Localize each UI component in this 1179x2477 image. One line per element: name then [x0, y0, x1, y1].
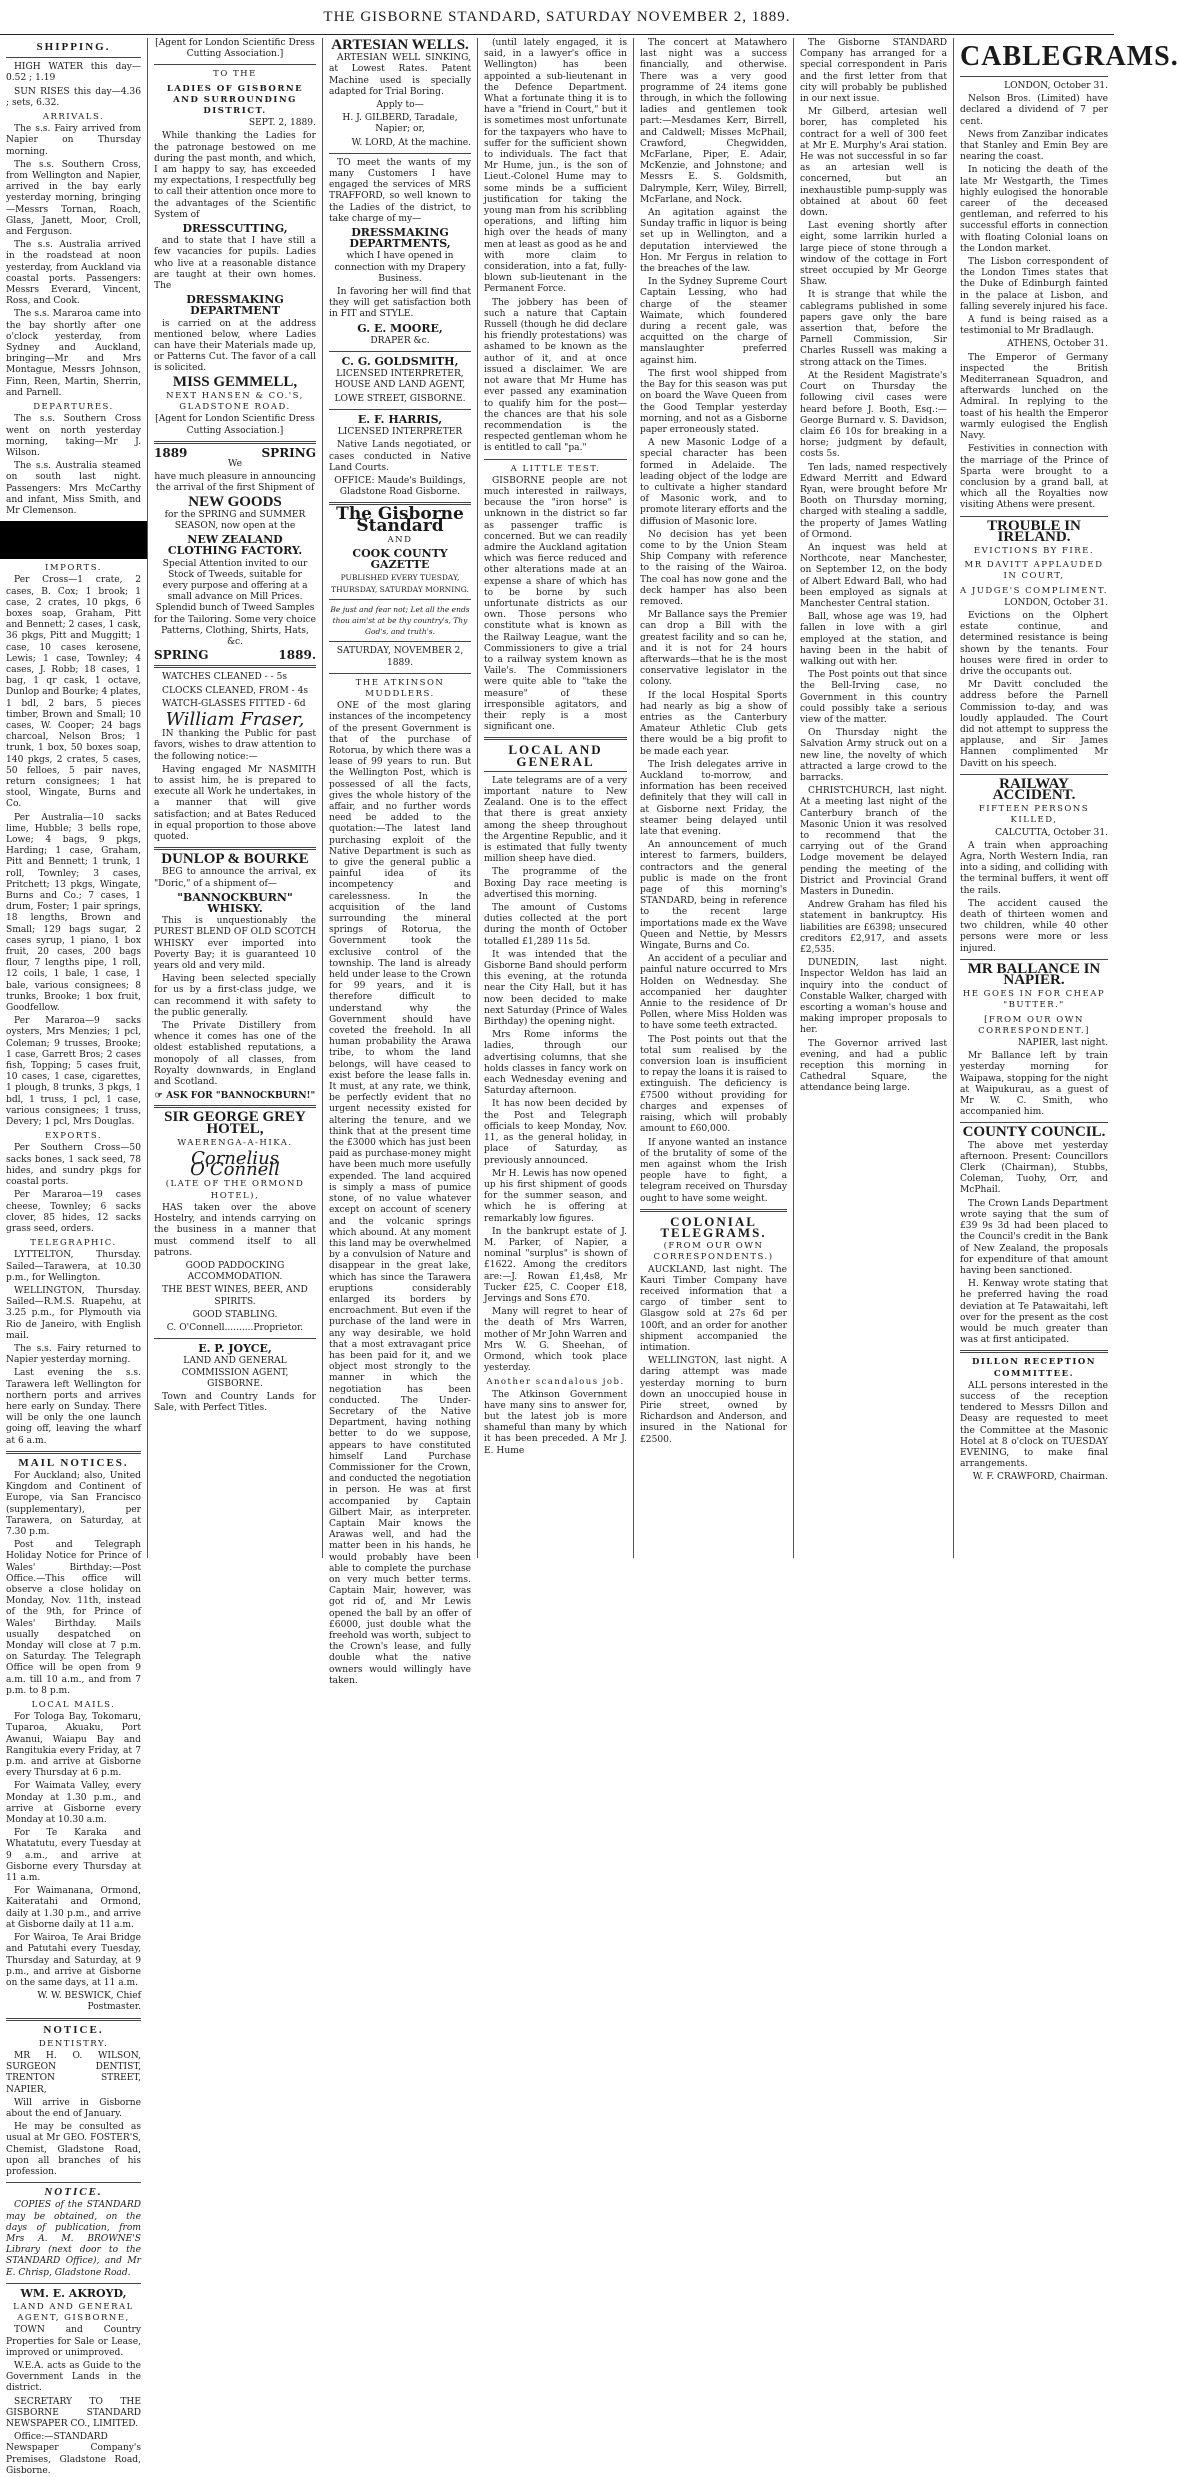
dresscutting-heading: DRESSCUTTING, — [182, 222, 288, 236]
telegram: WELLINGTON, last night. A daring attempt was made yesterday morning to burn down an unoccupied house in Pirie street, owned by Richardson and Anderson, and insured in the National for £2500. — [640, 1356, 787, 1445]
cable-item: Festivities in connection with the marriage of the Prince of Sparta were brought to a conclusion by a grand ball, at which all the Royalties now visiting Athens were present. — [960, 444, 1108, 511]
dentist-ad: Will arrive in Gisborne about the end of January. — [6, 2097, 141, 2119]
shipping-heading: SHIPPING. — [36, 41, 111, 53]
moore-ad: which I have opened in connection with my Drapery Business. — [334, 251, 466, 284]
cable-item: News from Zanzibar indicates that Stanley and Emin Bey are nearing the coast. — [960, 129, 1108, 163]
price-line: CLOCKS CLEANED, FROM - 4s — [162, 685, 309, 696]
editorial-continued: (until lately engaged, it is said, in a lawyer's office in Wellington) has been appointed a sub-lieutenant in the Defence Department. What a fortunate thing it is to have a "friend in Court," but it is sometimes most unfortunate for the taxpayers who have to suffer for the sufficient shown to individuals. The fact that Mr Hume, jun., is the son of Lieut.-Colonel Hume may to some minds be a sufficient justification for taking the young man from his scribbling operations, and lifting him high over the heads of many men at least as good as he and with more claim to consideration, into a fat, fully-blown sub-lieutenant in the Permanent Force. — [484, 38, 627, 295]
editorial-continued: The jobbery has been of such a nature that Captain Russell (though he did declare his friendly protestations) was ashamed to be known as the author of it, and at once issued a disclaimer. We are not aware that Mr Hume has ever passed any examination to qualify him for the post—the chances are that his sole recommendation is the respected gentleman whom he is entitled to call "pa." — [484, 297, 627, 454]
copies-notice: COPIES of the STANDARD may be obtained, on the days of publication, from Mrs A. M. BROWNE'S Library (next door to the STANDARD Office), and Mr E. Chrisp, Gladstone Road. — [6, 2200, 141, 2278]
local-item: In the bankrupt estate of J. M. Parker, of Napier, a nominal "surplus" is shown of £1622. Among the creditors are:—J. Rowan £1,4s8, Mr Tucker £25, C. Cooper £18, Jervings and Sons £70. — [484, 1226, 627, 1304]
county-item: The Crown Lands Department wrote saying that the sum of £39 9s 3d had been placed to the Council's credit in the Bank of New Zealand, the proposals for expenditure of that amount having been sanctioned. — [960, 1198, 1108, 1276]
divider — [329, 153, 471, 154]
mail-notice: For Wairoa, Te Arai Bridge and Patutahi every Tuesday, Thursday and Saturday, at 9 p.m., and arrive at Gisborne on the same days, at 11 a.m. — [6, 1933, 141, 1988]
joyce-ad: Town and Country Lands for Sale, with Perfect Titles. — [154, 1391, 316, 1414]
to-the: TO THE — [213, 69, 257, 80]
divider — [960, 76, 1108, 77]
local-item: The amount of Customs duties collected at the port during the month of October totalled £1,289 11s 5d. — [484, 903, 627, 947]
hotel-location: WAERENGA-A-HIKA. — [177, 1137, 293, 1148]
divider — [6, 2283, 141, 2284]
general-item: Mr Gilberd, artesian well borer, has completed his contract for a well of 300 feet at Mr E. Murphy's Arai station. He was not successful in so far as an artesian well is concerned, but an inexhaustible pump-supply was obtained at about 60 feet down. — [800, 107, 947, 219]
fraser-ad: IN thanking the Public for past favors, wishes to draw attention to the following notice:— — [154, 729, 316, 762]
editorial-body: ONE of the most glaring instances of the incompetency of the present Government is that of the purchase of Rotorua, by which there was a lease of 99 years to run. But the Wellington Post, which is possessed of all the facts, gives the whole history of the affair, and no further words need be added to the quotation:—The latest land purchasing exploit of the Native Department is such as to give the general public a painful idea of its incompetency and carelessness. In the acquisition of the land surrounding the mineral springs of Rotorua, the Government took the exclusive control of the township. The land is already held under lease to the Crown for 99 years, and it is therefore difficult to understand why the Government should have coveted the freehold. In all human probability the Arawa tribe, to whom the land belongs, will have ceased to exist before the lease falls in. It must, at any rate, we think, be perfectly evident that no urgent necessity existed for altering the tenure, and we think that at the present time the £3000 which has just been paid as purchase-money might have been much more usefully expended. The land acquired is simply a mass of pumice stone, of no value whatever except on account of scenery and the volcanic springs which abound. At any moment this land may be overwhelmed by a convulsion of Nature and disappear in the great lake, which has since the Tarawera eruptions considerably enlarged its borders by encroachment. But even if the purchase of the land were in any way desirable, we hold that a most extravagant price has been paid for it, and we object most strongly to the manner in which the negotiation has been conducted. The Under-Secretary of the Native Department, having nothing better to do we suppose, appears to have constituted himself Land Purchase Commissioner for the Crown, and conducted the negotiation in person. He was at first accompanied by Captain Gilbert Mair, as interpreter. Captain Mair knows the Arawas well, and had the matter been in his hands, he would probably have been able to complete the purchase on very much better terms. Captain Mair, however, was got rid of, and Mr Lewis opened the ball by an offer of £6000, just double what the freehold was worth, subject to the Crown's lease, and fully double what the native owners would willingly have taken. — [329, 701, 471, 1686]
cablegrams-heading: CABLEGRAMS. — [960, 41, 1179, 72]
telegram: Andrew Graham has filed his statement in bankruptcy. His liabilities are £6398; unsecured creditors £2,917, and assets £2,535. — [800, 900, 947, 956]
dressmaking-heading: DRESSMAKING DEPARTMENT — [186, 293, 284, 318]
cable-item: The Emperor of Germany inspected the British Mediterranean Squadron, and afterwards lunched on the Admiral. In replying to the toast of his health the Emperor warmly eulogised the English Navy. — [960, 352, 1108, 442]
harris-name: E. F. HARRIS, — [357, 412, 443, 426]
column-shipping — [0, 38, 148, 2476]
divider — [484, 737, 627, 740]
general-item: Last evening shortly after eight, some larrikin hurled a large piece of stone through a window of the cottage in Fort street occupied by Mr George Shaw. — [800, 221, 947, 288]
divider — [329, 351, 471, 352]
telegraphic-item: LYTTELTON, Thursday. Sailed—Tarawera, at 10.30 p.m., for Wellington. — [6, 1250, 141, 1283]
county-item: H. Kenway wrote stating that he preferred having the road deviation at Te Patawaitahi, left over for the present as the cost would be much greater than was at first anticipated. — [960, 1279, 1108, 1346]
columns — [0, 37, 1179, 2476]
cheap-heading: HE GOES IN FOR CHEAP "BUTTER." — [962, 989, 1106, 1011]
spring-footer — [154, 650, 316, 661]
export: Per Southern Cross—50 sacks bones, 1 sack seed, 78 hides, and sundry pkgs for coastal ports. — [6, 1143, 141, 1188]
postmaster-signature: W. W. BESWICK, Chief Postmaster. — [37, 1991, 141, 2013]
trouble-heading: TROUBLE IN IRELAND. — [987, 517, 1081, 545]
title-and: AND — [387, 534, 413, 545]
published: PUBLISHED EVERY TUESDAY, THURSDAY, SATURDAY MORNING. — [331, 573, 469, 594]
exports-heading: EXPORTS. — [44, 1131, 103, 1142]
dunlop-ad: Having been selected specially for us by a first-class judge, we can recommend it with safety to the public generally. — [154, 974, 316, 1018]
divider — [154, 64, 316, 65]
divider — [960, 959, 1108, 960]
akroyd-ad: SECRETARY TO THE GISBORNE STANDARD NEWSPAPER CO., LIMITED. — [6, 2396, 141, 2430]
general-item: On Thursday night the Salvation Army struck out on a new line, the novelty of which attracted a large crowd to the barracks. — [800, 728, 947, 783]
divider — [960, 774, 1108, 775]
dateline: NAPIER, last night. — [1017, 1038, 1108, 1049]
departure: The s.s. Australia steamed on south last night. Passengers: Mrs McCarthy and infant, Miss Smith, and Mr Clemenson. — [6, 461, 141, 516]
mail-notice: For Waimanana, Ormond, Kaiteratahi and Ormond, daily at 1.30 p.m., and arrive at Gisborne daily at 11 a.m. — [6, 1886, 141, 1930]
fifteen-heading: FIFTEEN PERSONS KILLED, — [978, 804, 1090, 826]
oconnell-name: Cornelius O'Connell — [190, 1148, 280, 1181]
divider — [960, 516, 1108, 517]
dunlop-ad: BEG to announce the arrival, ex "Doric," of a shipment of— — [154, 867, 316, 889]
local-item: The programme of the Boxing Day race meeting is advertised this morning. — [484, 867, 627, 900]
cable-item: The accident caused the death of thirteen women and two children, while 40 other persons were more or less injured. — [960, 898, 1108, 954]
local-item: An announcement of much interest to farmers, builders, contractors and the general public is made on the front page of this morning's STANDARD, being in reference to the recent large importations made ex the Wave Queen and Nettie, by Messrs Wingate, Burns and Co. — [640, 840, 787, 952]
price-line: WATCH-GLASSES FITTED - 6d — [162, 698, 306, 709]
general-item: Ten lads, named respectively Edward Merritt and Edward Ryan, were brought before Mr Booth on Thursday morning, charged with stealing a saddle, the property of James Watling of Ormond. — [800, 462, 947, 540]
divider — [960, 1122, 1108, 1123]
divider — [154, 665, 316, 668]
local-item: The first wool shipped from the Bay for this season was put on board the Wave Queen from the Good Templar yesterday morning, and not as a Gisborne paper erroneously stated. — [640, 368, 787, 435]
season: for the SPRING and SUMMER SEASON, now open at the — [164, 509, 306, 531]
divider — [484, 459, 627, 460]
announce: have much pleasure in announcing the arrival of the first Shipment of — [154, 472, 316, 494]
crawford-signature: W. F. CRAWFORD, Chairman. — [972, 1472, 1108, 1483]
dentistry-heading: DENTISTRY. — [38, 2038, 109, 2049]
arrival: The s.s. Fairy arrived from Napier on Thursday morning. — [6, 124, 141, 157]
hotel-feature: GOOD STABLING. — [192, 1309, 278, 1320]
moore-name: G. E. MOORE, — [357, 321, 443, 335]
evictions-heading: EVICTIONS BY FIRE. — [973, 545, 1095, 556]
ad-body: and to state that I have still a few vacancies for pupils. Ladies who live at a reasonable distance are taught at their own homes. The — [154, 236, 316, 292]
factory-body: Special Attention invited to our Stock of Tweeds, suitable for every purpose and offering at a small advance on Mill Prices. Splendid bunch of Tweed Samples for the Tailoring. Some very choice Patterns, Clothing, Shirts, Hats, &c. — [154, 558, 316, 647]
import: Per Cross—1 crate, 2 cases, B. Cox; 1 brook; 1 case, 2 crates, 10 pkgs, 6 boxes soap, Graham, Pitt and Bennett; 2 cases, 1 cask, 36 pkgs, Pitt and Muggitt; 1 case, 10 cases kerosene, Lewis; 1 case, Townley; 4 cases, J. Robb; 18 cases, 1 bag, 1 qr cask, 1 octave, Dunlop and Bourke; 4 plates, 1 bdl, 2 bars, 5 pieces timber, Brown and Small; 10 cases, W. Cooper; 24 bags charcoal, Nelson Bros; 1 trunk, 1 box, 50 boxes soap, 140 pkgs, 2 crates, 5 cases, 50 felloes, 5 pair naves, return consignees; 1 hat stool, Wingate, Burns and Co. — [6, 575, 141, 810]
general-item: The Post points out that since the Bell-Irving case, no Government in this country could possibly take a serious view of the matter. — [800, 670, 947, 725]
dentist-ad: He may be consulted as usual at Mr GEO. FOSTER'S, Chemist, Gladstone Road, upon all branches of his profession. — [6, 2122, 141, 2177]
artesian-ad: ARTESIAN WELL SINKING, at Lowest Rates. Patent Machine used is specially adapted for Trial Boring. — [329, 53, 471, 97]
gilberd: H. J. GILBERD, Taradale, Napier; or, — [342, 113, 458, 135]
ad-body: is carried on at the address mentioned below, where Ladies can have their Materials made up, or Patterns Cut. The favor of a call is solicited. — [154, 318, 316, 374]
local-item: Mr Ballance says the Premier can drop a Bill with the greatest facility and so can he, and it is not for 24 hours afterwards—that he is the most conservative legislator in the colony. — [640, 610, 787, 688]
lord: W. LORD, At the machine. — [351, 137, 471, 148]
column-general — [794, 38, 954, 1558]
local-item: The Post points out that the total sum realised by the conversion loan is insufficient to repay the loans it is raised to extinguish. The deficiency is £7500 without providing for charges and expenses of raising, which will probably amount to £60,000. — [640, 1034, 787, 1135]
goldsmith-title: LICENSED INTERPRETER, HOUSE AND LAND AGENT, — [334, 369, 466, 391]
divider — [6, 2018, 141, 2021]
harris-ad: Native Lands negotiated, or cases conducted in Native Land Courts. — [329, 440, 471, 473]
fraser-ad: Having engaged Mr NASMITH to assist him, he is prepared to execute all Work he undertakes, in a manner that will give satisfaction; and at Bates Reduced in equal proportion to those above quoted. — [154, 764, 316, 842]
gemmell-name: MISS GEMMELL, — [172, 373, 298, 390]
ad-body: While thanking the Ladies for the patronage bestowed on me during the past month, and which, I am happy to say, has exceeded my expectations, I respectfully beg to call their attention once more to the advantages of the Scientific System of — [154, 131, 316, 220]
local-item: A new Masonic Lodge of a special character has been formed in Adelaide. The leading object of the lodge are to cultivate a higher standard of Masonic work, and to promote literary efforts and the diffusion of Masonic lore. — [640, 438, 787, 527]
arrival: The s.s. Southern Cross, from Wellington and Napier, arrived in the bay early yesterday morning, bringing—Messrs Tornan, Roach, Glass, Janett, Moor, Croll, and Ferguson. — [6, 159, 141, 238]
railway-heading: RAILWAY ACCIDENT. — [992, 775, 1076, 803]
agent-note: [Agent for London Scientific Dress Cutting Association.] — [155, 414, 315, 436]
divider — [960, 1350, 1108, 1353]
column-cablegrams — [954, 38, 1179, 1558]
new-goods-heading: NEW GOODS — [188, 493, 282, 510]
local-general-heading: LOCAL AND GENERAL — [508, 742, 603, 769]
divider — [6, 57, 141, 58]
hotel-feature: GOOD PADDOCKING ACCOMMODATION. — [185, 1260, 285, 1283]
divider — [154, 1105, 316, 1108]
artesian-heading: ARTESIAN WELLS. — [331, 37, 469, 53]
cable-item: Nelson Bros. (Limited) have declared a dividend of 7 per cent. — [960, 94, 1108, 127]
local-item: The Irish delegates arrive in Auckland to-morrow, and information has been received definitely that they will call in at Gisborne next Friday, the steamer being delayed until late that evening. — [640, 759, 787, 838]
divider — [6, 2182, 141, 2183]
own-correspondent: [FROM OUR OWN CORRESPONDENT.] — [978, 1014, 1090, 1036]
county-heading: COUNTY COUNCIL. — [962, 1124, 1106, 1141]
general-item: At the Resident Magistrate's Court on Thursday the following civil cases were heard before J. Booth, Esq.:—George Burnard v. S. Davidson, claim £6 10s for breaking in a horse; judgment by default, costs 5s. — [800, 370, 947, 460]
little-test-body: GISBORNE people are not much interested in railways, because the "iron horse" is unknown in the district so far as passenger traffic is concerned. But we can readily admire the Auckland agitation which was fierce reduced and other alterations made at an expense a share of which has to be borne by such unfortunate districts as our own. Those persons who constitute what is known as the Railway League, want the Commissioners to give a trial to a railway system known as Vaile's. The Commissioners were quite able to "take the measure" of these irresponsible agitators, and their reply is a most significant one. — [484, 475, 627, 733]
clothing-factory: NEW ZEALAND CLOTHING FACTORY. — [167, 533, 303, 558]
general-item: It is strange that while the cablegrams published in some papers gave only the bare assertion that, before the Parnell Commission, Sir Charles Russell was making a strong attack on the Times. — [800, 290, 947, 368]
year-label: 1889 — [154, 445, 188, 460]
dateline: CALCUTTA, October 31. — [995, 827, 1108, 838]
mail-notice: For Waimata Valley, every Monday at 1.30 p.m., and arrive at Gisborne every Monday at 10.30 a.m. — [6, 1781, 141, 1826]
ask-for: ☞ ASK FOR "BANNOCKBURN!" — [154, 1090, 316, 1102]
spring-label: SPRING — [154, 648, 209, 663]
joyce-title: LAND AND GENERAL COMMISSION AGENT, GISBORNE. — [181, 1356, 289, 1389]
apply-to: Apply to— — [376, 100, 424, 111]
masthead: THE GISBORNE STANDARD, SATURDAY NOVEMBER 2, 1889. — [0, 0, 1114, 35]
ad-date: SEPT. 2, 1889. — [248, 118, 316, 129]
spring-header — [154, 445, 316, 460]
general-item: An inquest was held at Northcote, near Manchester, on September 12, on the body of Albert Edward Ball, who had been employed as signals at Manchester Central station. — [800, 542, 947, 609]
ballance-heading: MR BALLANCE IN NAPIER. — [967, 960, 1101, 989]
local-item: If anyone wanted an instance of the brutality of some of the men against whom the Irish people have to fight, a telegram received on Thursday ought to have some weight. — [640, 1137, 787, 1204]
departures-heading: DEPARTURES. — [33, 402, 114, 413]
newspaper-title: The Gisborne Standard — [336, 504, 464, 536]
telegraphic-heading: TELEGRAPHIC. — [30, 1238, 117, 1249]
davitt-heading: MR DAVITT APPLAUDED IN COURT, — [964, 560, 1104, 582]
mail-notice: For Te Karaka and Whatatutu, every Tuesday at 9 a.m., and arrive at Gisborne every Thursday at 11 a.m. — [6, 1828, 141, 1884]
spring-label: SPRING — [261, 445, 316, 460]
goldsmith-address: LOWE STREET, GISBORNE. — [334, 393, 466, 404]
dateline: LONDON, October 31. — [1004, 597, 1108, 608]
hotel-proprietor: C. O'Connell..........Proprietor. — [166, 1322, 304, 1333]
gemmell-address: NEXT HANSEN & CO.'S, GLADSTONE ROAD. — [166, 390, 304, 413]
ladies-heading: LADIES OF GISBORNE AND SURROUNDING DISTRICT. — [166, 83, 304, 117]
we-label: We — [228, 458, 242, 469]
issue-date: SATURDAY, NOVEMBER 2, 1889. — [336, 646, 464, 668]
local-item: Late telegrams are of a very important nature to New Zealand. One is to the effect that there is great anxiety among the sheep throughout the Argentine Republic, and it is estimated that fully twenty million sheep have died. — [484, 775, 627, 865]
cable-item: Evictions on the Olphert estate continue, and determined resistance is being shown by the tenants. Four houses were fired in order to drive the occupants out. — [960, 610, 1108, 677]
joyce-name: E. P. JOYCE, — [198, 1342, 272, 1356]
local-item: Many will regret to hear of the death of Mrs Warren, mother of Mr John Warren and Mrs W. G. Sheehan, of Ormond, which took place yesterday. — [484, 1307, 627, 1374]
divider — [6, 1451, 141, 1454]
county-item: The above met yesterday afternoon. Present: Councillors Clerk (Chairman), Stubbs, Coleman, Tuohy, Orr, and McPhail. — [960, 1140, 1108, 1196]
divider — [154, 441, 316, 444]
akroyd-ad: TOWN and Country Properties for Sale or Lease, improved or unimproved. — [6, 2325, 141, 2358]
cook-gazette: COOK COUNTY GAZETTE — [352, 546, 448, 572]
dressmaking-departments: DRESSMAKING DEPARTMENTS, — [349, 226, 451, 251]
telegram: CHRISTCHURCH, last night. At a meeting last night of the Canterbury branch of the Masonic Union it was resolved to recommend that the carrying out of the Grand Lodge movement be delayed pending the meeting of the District and Provincial Grand Masters in Dunedin. — [800, 786, 947, 898]
divider — [484, 771, 627, 772]
moore-ad: In favoring her will find that they will get satisfaction both in FIT and STYLE. — [329, 287, 471, 320]
dunlop-ad: The Private Distillery from whence it comes has one of the oldest established reputations, a monopoly of all classes, from Royalty downwards, in England and Scotland. — [154, 1021, 316, 1088]
import: Per Australia—10 sacks lime, Hubble; 3 bells rope, Lowe; 4 bags, 9 pkgs, Harding; 1 case, Graham, Pitt and Bennett; 1 trunk, 1 roll, Townley; 3 cases, Pritchett; 13 pkgs, Wingate, Burns and Co.; 7 cases, 1 drum, Foster; 1 pair springs, 18 lengths, Brown and Small; 129 bags sugar, 2 cases syrup, 1 piano, 1 box fruit, 20 cases, 200 bags flour, 7 lengths pipe, 1 roll, 12 coils, 1 bale, 1 case, 1 bale, various consignees; 8 trunks, Brooke; 1 box fruit, Goodfellow. — [6, 812, 141, 1014]
akroyd-name: WM. E. AKROYD, — [20, 2286, 127, 2300]
motto: Be just and fear not; Let all the ends thou aim'st at be thy country's, Thy God's, and truth's. — [330, 604, 470, 637]
redaction-bar — [0, 521, 147, 559]
editorial-title: THE ATKINSON MUDDLERS. — [355, 677, 445, 699]
tides: HIGH WATER this day—0.52 ; 1.19 — [6, 62, 141, 84]
divider — [154, 1338, 316, 1339]
column-local — [634, 38, 794, 1558]
local-item: Mrs Rome informs the ladies, through our advertising columns, that she holds classes in fancy work on each Wednesday evening and Saturday afternoon. — [484, 1030, 627, 1097]
harris-office: OFFICE: Maude's Buildings, Gladstone Road Gisborne. — [334, 475, 466, 498]
moore-trade: DRAPER &c. — [370, 335, 430, 346]
telegram: AUCKLAND, last night. The Kauri Timber Company have received information that a cargo of timber sent to Glasgow sold at 27s 6d per 100ft, and an order for another shipment accompanied the intimation. — [640, 1264, 787, 1353]
divider — [329, 409, 471, 410]
cable-item: The Lisbon correspondent of the London Times states that the Duke of Edinburgh fainted in the palace at Lisbon, and falling severely injured his face. — [960, 257, 1108, 312]
import: Per Mararoa—9 sacks oysters, Mrs Menzies; 1 pcl, Coleman; 9 trusses, Brooke; 1 case, Garrett Bros; 2 cases fish, Topping; 5 cases fruit, 10 cases, 1 case, cigarettes, 1 plough, 8 trunks, 3 pkgs, 1 bdl, 1 truss, 1 pcl, 1 case, various consignees; 1 truss, Devery; 1 pcl, Mrs Douglas. — [6, 1016, 141, 1128]
dateline: LONDON, October 31. — [1004, 81, 1108, 91]
local-item: In the Sydney Supreme Court Captain Lessing, who had charge of the steamer Waimate, which foundered during a recent gale, was acquitted on the charge of manslaughter preferred against him. — [640, 277, 787, 366]
colonial-telegrams-heading: COLONIAL TELEGRAMS. — [660, 1213, 767, 1240]
compliment-heading: A JUDGE'S COMPLIMENT. — [960, 585, 1108, 596]
moore-ad: TO meet the wants of my many Customers I have engaged the services of MRS TRAFFORD, so well known to the Ladies of the district, to take charge of my— — [329, 157, 471, 224]
divider — [329, 641, 471, 642]
akroyd-ad: W.E.A. acts as Guide to the Government Lands in the district. — [6, 2361, 141, 2394]
price-line: WATCHES CLEANED - - 5s — [162, 672, 288, 683]
imports-heading: IMPORTS. — [45, 563, 102, 574]
dillon-ad: ALL persons interested in the success of the reception tendered to Messrs Dillon and Deasy are requested to meet the Committee at the Masonic Hotel at 8 o'clock on TUESDAY EVENING, to make final arrangements. — [960, 1380, 1108, 1470]
telegram: The Governor arrived last evening, and had a public reception this morning in Cathedral Square, the attendance being large. — [800, 1038, 947, 1094]
column-editorial — [323, 37, 478, 1686]
dillon-heading: DILLON RECEPTION COMMITTEE. — [971, 1357, 1097, 1379]
scandalous-title: Another scandalous job. — [486, 1377, 625, 1388]
divider — [329, 673, 471, 674]
hotel-feature: THE BEST WINES, BEER, AND SPIRITS. — [162, 1285, 308, 1307]
local-item: It was intended that the Gisborne Band should perform this evening, at the rotunda near the City Hall, but it has now been decided to make next Saturday (Prince of Wales Birthday) the opening night. — [484, 949, 627, 1028]
goldsmith-name: C. G. GOLDSMITH, — [341, 355, 459, 369]
local-mails-heading: LOCAL MAILS. — [31, 1700, 116, 1711]
mail-notice: For Auckland; also, United Kingdom and Continent of Europe, via San Francisco (supplementary), per Tarawera, on Saturday, at 7.30 p.m. — [6, 1470, 141, 1537]
local-item: No decision has yet been come to by the Union Steam Ship Company with reference to the raising of the Wairoa. The coal has now gone and the deck hamper has also been removed. — [640, 529, 787, 607]
telegraphic-item: The s.s. Fairy returned to Napier yesterday morning. — [6, 1343, 141, 1366]
fraser-name: William Fraser, — [165, 708, 305, 730]
departure: The s.s. Southern Cross went on north yesterday morning, taking—Mr J. Wilson. — [6, 414, 141, 458]
bannockburn: "BANNOCKBURN" WHISKY. — [177, 890, 293, 916]
telegraphic-item: WELLINGTON, Thursday. Sailed—R.M.S. Ruapehu, at 3.25 p.m., for Plymouth via Rio de Janeiro, with English mail. — [6, 1285, 141, 1341]
notice-heading-2: NOTICE. — [44, 2186, 103, 2199]
cable-item: A train when approaching Agra, North Western India, ran into a siding, and colliding with the terminal buffers, it went off the rails. — [960, 840, 1108, 896]
dunlop-ad: This is unquestionably the PUREST BLEND OF OLD SCOTCH WHISKY ever imported into Poverty Bay; it is guaranteed 10 years old and very mild. — [154, 916, 316, 972]
column-news — [478, 38, 634, 1558]
hotel-name: SIR GEORGE GREY HOTEL, — [164, 1109, 306, 1137]
arrivals-heading: ARRIVALS. — [42, 112, 105, 123]
cable-item: In noticing the death of the late Mr Westgarth, the Times highly eulogised the honorable career of the deceased gentleman, and referred to his successful efforts in connection with floating Colonial loans on the London market. — [960, 165, 1108, 254]
dentist-ad: MR H. O. WILSON, SURGEON DENTIST, TRENTON STREET, NAPIER, — [6, 2050, 141, 2095]
telegram: DUNEDIN, last night. Inspector Weldon has laid an inquiry into the conduct of Constable Walker, charged with escorting a woman's house and making improper proposals to her. — [800, 958, 947, 1036]
local-item: If the local Hospital Sports had nearly as big a show of entries as the Canterbury Amateur Athletic Club gets there would be a big profit to be made each year. — [640, 690, 787, 757]
local-item: An agitation against the Sunday traffic in liquor is being set up in Wellington, and a deputation interviewed the Hon. Mr Fergus in relation to the breaches of the law. — [640, 208, 787, 275]
mail-notice: Post and Telegraph Holiday Notice for Prince of Wales' Birthday:—Post Office.—This office will observe a close holiday on Monday, Nov. 11th, instead of the 9th, for Prince of Wales' Birthday. Mails usually despatched on Monday will close at 7 p.m. on Saturday. The Telegraph Office will be open from 9 a.m. till 10 a.m., and from 7 p.m. to 8 p.m. — [6, 1540, 141, 1696]
year-label: 1889. — [278, 648, 316, 663]
local-item: It has now been decided by the Post and Telegraph officials to keep Monday, Nov. 11, as the general holiday, in place of Saturday, as previously announced. — [484, 1099, 627, 1166]
dunlop-heading: DUNLOP & BOURKE — [161, 851, 309, 868]
export: Per Mararoa—19 cases cheese, Townley; 6 sacks clover, 85 hides, 12 sacks grass seed, orders. — [6, 1190, 141, 1234]
cable-item: A fund is being raised as a testimonial to Mr Bradlaugh. — [960, 315, 1108, 337]
sun: SUN RISES this day—4.36 ; sets, 6.32. — [6, 86, 141, 108]
notice-heading: NOTICE. — [43, 2023, 104, 2036]
divider — [329, 599, 471, 600]
mail-notices-heading: MAIL NOTICES. — [18, 1456, 129, 1469]
telegraphic-item: Last evening the s.s. Tarawera left Wellington for northern ports and arrives here early on Sunday. There will be only the one launch going off, leaving the wharf at 6 a.m. — [6, 1368, 141, 1446]
oconnell-late: (LATE OF THE ORMOND HOTEL), — [165, 1179, 305, 1201]
harris-title: LICENSED INTERPRETER — [337, 427, 463, 438]
local-item: The concert at Matawhero last night was a success financially, and otherwise. There was a very good programme of 24 items gone through, in which the following ladies and gentlemen took part:—Mesdames Kerr, Birrell, and Caldwell; Misses McPhail, Crawford, Chegwidden, McFarlane, Piper, E. Adair, McKenzie, and Johnstone; and Messrs E. S. Goldsmith, Dalrymple, Kerr, Wiley, Birrell, McFarlane, and Nock. — [640, 38, 787, 205]
mail-notice: For Tologa Bay, Tokomaru, Tuparoa, Akuaku, Port Awanui, Waiapu Bay and Rangitukia every Friday, at 7 p.m. and arrive at Gisborne every Thursday at 6 p.m. — [6, 1712, 141, 1779]
divider — [640, 1209, 787, 1212]
cable-item: Mr Ballance left by train yesterday morning for Waipawa, stopping for the night at Waipukurau, as a guest of Mr W. C. Smith, who accompanied him. — [960, 1051, 1108, 1118]
hotel-ad: HAS taken over the above Hostelry, and intends carrying on the business in a manner that must commend itself to all patrons. — [154, 1202, 316, 1258]
general-item: Ball, whose age was 19, had fallen in love with a girl employed at the station, and having been in the habit of walking out with her. — [800, 612, 947, 667]
cable-item: Mr Davitt concluded the address before the Parnell Commission to-day, and was loudly applauded. The Court did not attempt to suppress the applause, and Sir James Hannen complimented Mr Davitt on his speech. — [960, 680, 1108, 769]
arrival: The s.s. Australia arrived in the roadstead at noon yesterday, from Auckland via coastal ports. Passengers: Messrs Everard, Vincent, Ross, and Cook. — [6, 240, 141, 307]
little-test-title: A LITTLE TEST. — [510, 463, 601, 474]
divider — [154, 847, 316, 850]
local-item: An accident of a peculiar and painful nature occurred to Mrs Holden on Wednesday. She accompanied her daughter Annie to the residence of Dr Pollen, where Miss Holden was to have some teeth extracted. — [640, 954, 787, 1032]
local-item: Mr H. Lewis has now opened up his first shipment of goods for the summer season, and which he is offering at remarkably low figures. — [484, 1168, 627, 1224]
dateline: ATHENS, October 31. — [1007, 339, 1108, 350]
column-advertisements — [148, 38, 323, 1558]
local-item: The Atkinson Government have many sins to answer for, but the latest job is more shameful than many by which it has been preceded. A Mr J. E. Hume — [484, 1389, 627, 1456]
own-correspondents: (FROM OUR OWN CORRESPONDENTS.) — [653, 1241, 774, 1263]
arrival: The s.s. Mararoa came into the bay shortly after one o'clock yesterday, from Sydney and Auckland, bringing—Mr and Mrs Montague, Messrs Johnson, Finn, Reen, Martin, Sherrin, and Parnell. — [6, 309, 141, 398]
agent-note: [Agent for London Scientific Dress Cutting Association.] — [155, 38, 315, 60]
akroyd-ad: Office:—STANDARD Newspaper Company's Premises, Gladstone Road, Gisborne. — [6, 2432, 141, 2476]
akroyd-title: LAND AND GENERAL AGENT, GISBORNE, — [13, 2301, 134, 2324]
general-item: The Gisborne STANDARD Company has arranged for a special correspondent in Paris and the first letter from that city will probably be published in our next issue. — [800, 38, 947, 105]
